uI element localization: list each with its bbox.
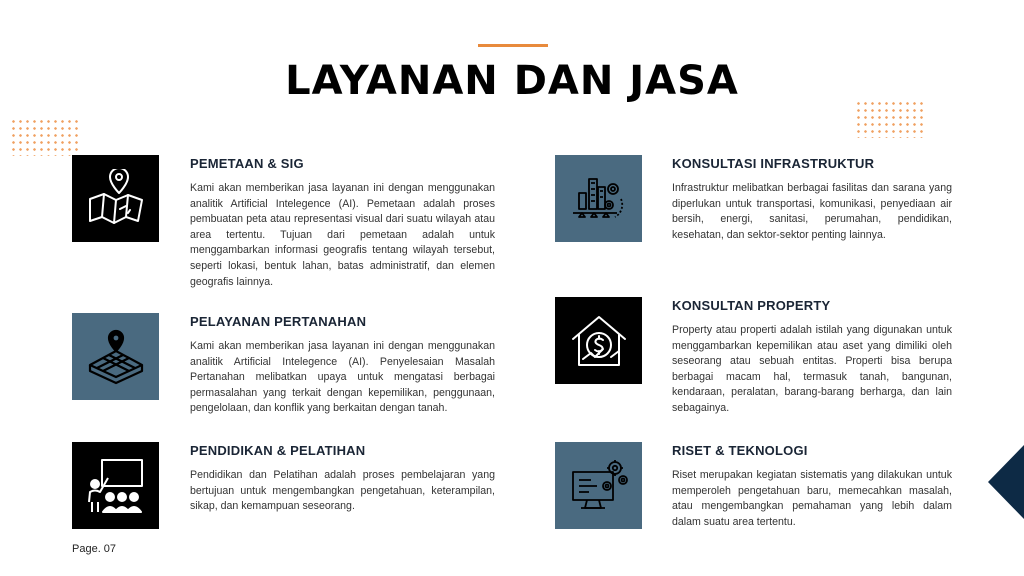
service-title: PELAYANAN PERTANAHAN xyxy=(190,314,367,329)
service-title: PEMETAAN & SIG xyxy=(190,156,304,171)
service-riset-teknologi xyxy=(672,443,952,530)
infrastructure-icon xyxy=(555,155,642,242)
service-pendidikan-pelatihan xyxy=(190,443,495,515)
service-title: RISET & TEKNOLOGI xyxy=(672,443,808,458)
service-description: Infrastruktur melibatkan berbagai fasilitas dan sarana yang diperlukan untuk transportasi, komunikasi, penyediaan air bersih, energi, sanitasi, perumahan, pendidikan, kesehatan, dan sektor-sektor penting lainnya. xyxy=(672,182,952,241)
property-value-icon xyxy=(555,297,642,384)
service-description: Kami akan memberikan jasa layanan ini dengan menggunakan analitik Artificial Intelegence (AI). Pemetaan adalah proses pembuatan peta atau representasi visual dari suatu wilayah atau area tertentu. Tujuan dari pemetaan adalah untuk menggambarkan informasi geografis tentang wilayah tersebut, seperti lokasi, bentuk lahan, batas administratif, dan elemen geografis lainnya. xyxy=(190,182,495,288)
service-description: Property atau properti adalah istilah yang digunakan untuk menggambarkan kepemilikan atau aset yang dimiliki oleh seseorang atau sebuah entitas. Properti bisa berupa berbagai macam hal, termasuk tanah, bangunan, kendaraan, peralatan, barang-barang berharga, dan lain sebagainya. xyxy=(672,324,952,414)
decorative-dots-left xyxy=(10,118,80,156)
service-konsultan-property xyxy=(672,298,952,417)
page-number: Page. 07 xyxy=(72,543,117,555)
service-pelayanan-pertanahan xyxy=(190,314,495,417)
service-title: KONSULTASI INFRASTRUKTUR xyxy=(672,156,875,171)
service-description: Kami akan memberikan jasa layanan ini dengan menggunakan analitik Artificial Intelegence (AI). Penyelesaian Masalah Pertanahan melibatkan upaya untuk mengatasi berbagai permasalahan yang terkait dengan kepemilikan, penggunaan, pengelolaan, dan konflik yang berkaitan dengan tanah. xyxy=(190,340,495,415)
service-description: Riset merupakan kegiatan sistematis yang dilakukan untuk memperoleh pengetahuan baru, memecahkan masalah, atau mengembangkan pemahaman yang lebih dalam dalam suatu area tertentu. xyxy=(672,469,952,528)
research-tech-icon xyxy=(555,442,642,529)
decorative-dots-right xyxy=(855,100,925,138)
land-plot-icon xyxy=(72,313,159,400)
service-title: KONSULTAN PROPERTY xyxy=(672,298,831,313)
map-pin-icon xyxy=(72,155,159,242)
service-description: Pendidikan dan Pelatihan adalah proses pembelajaran yang bertujuan untuk mengembangkan pengetahuan, keterampilan, sikap, dan kemampuan seseorang. xyxy=(190,469,495,513)
corner-triangle-decoration xyxy=(988,445,1024,519)
classroom-icon xyxy=(72,442,159,529)
page-title: LAYANAN DAN JASA xyxy=(285,58,739,104)
title-accent-bar xyxy=(478,44,548,47)
service-pemetaan-sig xyxy=(190,156,495,290)
service-konsultasi-infrastruktur xyxy=(672,156,952,243)
service-title: PENDIDIKAN & PELATIHAN xyxy=(190,443,366,458)
